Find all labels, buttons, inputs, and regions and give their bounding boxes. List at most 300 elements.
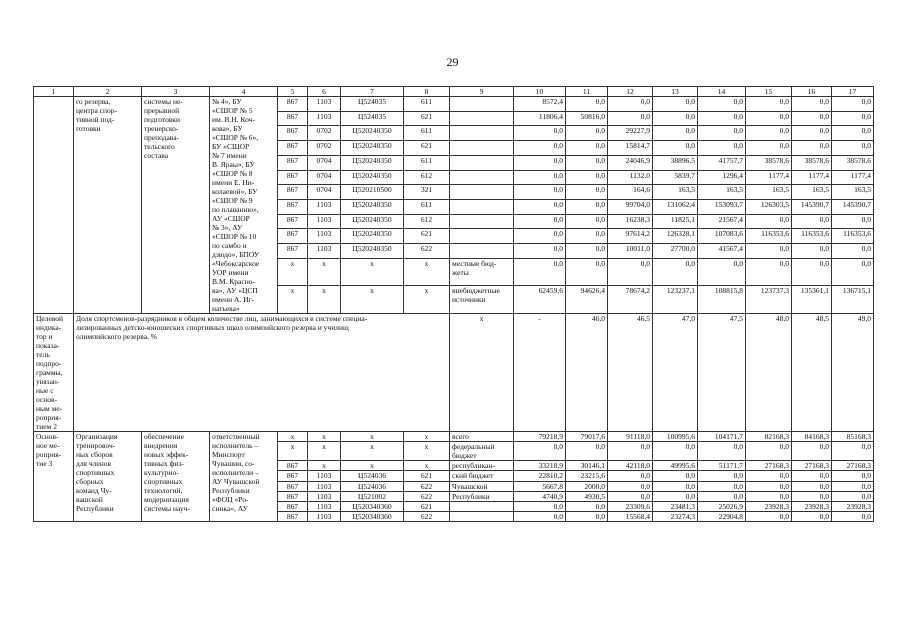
data-cell: 163,5 [698, 185, 746, 200]
data-cell: 11806,4 [514, 111, 566, 126]
data-cell: 0,0 [746, 512, 792, 522]
data-cell: 867 [278, 185, 308, 200]
data-cell: 0,0 [746, 258, 792, 285]
data-cell: 27168,3 [832, 461, 874, 471]
data-cell [450, 244, 514, 259]
data-cell: 0,0 [566, 200, 608, 215]
data-cell: 38578,6 [832, 155, 874, 170]
data-cell: 0,0 [746, 141, 792, 156]
data-cell: 867 [278, 97, 308, 112]
data-cell: 94626,4 [566, 286, 608, 314]
data-cell: 621 [404, 471, 450, 481]
data-cell: 78674,2 [608, 286, 653, 314]
data-cell: 0,0 [514, 258, 566, 285]
data-cell: 622 [404, 481, 450, 491]
data-cell: 38578,6 [792, 155, 832, 170]
data-cell: 0,0 [566, 258, 608, 285]
data-cell: 622 [404, 244, 450, 259]
data-cell: 0,0 [832, 512, 874, 522]
data-cell: 0,0 [746, 97, 792, 112]
data-cell: 0,0 [746, 214, 792, 229]
data-cell: 0,0 [566, 214, 608, 229]
column-header: 5 [278, 87, 308, 97]
data-cell: 0,0 [566, 155, 608, 170]
table-row [34, 97, 874, 112]
data-cell: 1177,4 [832, 170, 874, 185]
data-cell: x [278, 286, 308, 314]
data-cell: 0,0 [653, 481, 698, 491]
data-cell: 0,0 [746, 481, 792, 491]
data-cell: 0,0 [653, 258, 698, 285]
data-cell [450, 501, 514, 511]
data-cell: x [278, 442, 308, 461]
data-cell: x [404, 461, 450, 471]
data-cell: 0,0 [792, 512, 832, 522]
data-cell: 136715,1 [832, 286, 874, 314]
data-cell: 0,0 [566, 97, 608, 112]
data-cell: 1103 [308, 512, 341, 522]
data-cell: 867 [278, 229, 308, 244]
data-cell: 0,0 [832, 471, 874, 481]
measure-name-cell: го резерва, центра спор- тивной под- готовки [74, 97, 142, 314]
data-cell: 116353,6 [746, 229, 792, 244]
data-cell [450, 200, 514, 215]
data-cell: 0,0 [566, 442, 608, 461]
data-cell: 867 [278, 471, 308, 481]
data-cell: 1296,4 [698, 170, 746, 185]
data-cell: всего [450, 432, 514, 442]
data-cell: 0,0 [792, 141, 832, 156]
data-cell: ский бюджет [450, 471, 514, 481]
data-cell: 0,0 [566, 170, 608, 185]
data-cell: 0,0 [746, 111, 792, 126]
data-cell: 126328,1 [653, 229, 698, 244]
data-cell: x [308, 258, 341, 285]
data-cell: 10011,0 [608, 244, 653, 259]
data-cell: 23928,3 [792, 501, 832, 511]
data-cell: 15814,7 [608, 141, 653, 156]
column-header: 6 [308, 87, 341, 97]
data-cell: 0,0 [832, 111, 874, 126]
data-cell: 0,0 [746, 491, 792, 501]
data-cell: 0,0 [746, 442, 792, 461]
data-cell: 867 [278, 155, 308, 170]
data-cell: 867 [278, 461, 308, 471]
data-cell: 91118,0 [608, 432, 653, 442]
data-cell: x [404, 442, 450, 461]
data-cell: 5667,8 [514, 481, 566, 491]
task-cell: обеспечение внедрения новых эффек- тивных физ- культурно- спортивных технологий, модернизация системы науч- [142, 432, 210, 522]
data-cell: 0,0 [566, 141, 608, 156]
data-cell: 8572,4 [514, 97, 566, 112]
data-cell: 2000,0 [566, 481, 608, 491]
executor-cell: № 4», БУ «СШОР № 5 им. В.Н. Коч- кова», БУ «СШОР № 6», БУ «СШОР № 7 имени В. Яраы», БУ «СШОР № 8 имени Е. Ни- колаевой», БУ «СШОР № 9 по плаванию», АУ «СШОР № 3», АУ «СШОР № 10 по самбо и дзюдо», БПОУ «Чебоксарское УОР имени В.М. Красно- ва», АУ «ЦСП имени А. Иг- натьева» [210, 97, 278, 314]
data-cell: 1103 [308, 501, 341, 511]
data-cell: 0,0 [608, 97, 653, 112]
data-cell: 1177,4 [792, 170, 832, 185]
data-cell: 24046,9 [608, 155, 653, 170]
indicator-value-cell: 48,5 [792, 314, 832, 432]
data-cell: 23928,3 [832, 501, 874, 511]
indicator-value-cell: 49,0 [832, 314, 874, 432]
data-cell: 145390,7 [792, 200, 832, 215]
data-cell: 1103 [308, 481, 341, 491]
data-cell: 0,0 [653, 126, 698, 141]
table-row [34, 432, 874, 442]
data-cell: 0,0 [792, 471, 832, 481]
data-cell: 126303,5 [746, 200, 792, 215]
data-cell: 867 [278, 481, 308, 491]
data-cell: 621 [404, 111, 450, 126]
data-cell: 0,0 [653, 111, 698, 126]
data-cell: x [341, 286, 404, 314]
data-cell: 0,0 [792, 244, 832, 259]
data-cell: 0704 [308, 155, 341, 170]
data-cell: 0,0 [832, 491, 874, 501]
data-cell: 23928,3 [746, 501, 792, 511]
data-cell: 23215,6 [566, 471, 608, 481]
data-cell: 0,0 [566, 244, 608, 259]
data-cell: 0,0 [653, 97, 698, 112]
data-cell: 0,0 [566, 512, 608, 522]
budget-table [33, 86, 874, 522]
data-cell: 867 [278, 214, 308, 229]
data-cell: 0,0 [792, 442, 832, 461]
data-cell: 0,0 [566, 126, 608, 141]
data-cell: федеральный бюджет [450, 442, 514, 461]
data-cell: 135361,1 [792, 286, 832, 314]
indicator-text-cell: Доля спортсменов-разрядников в общем количестве лиц, занимающихся в системе специа- лизированных детско-юношеских спортивных школ олимпийского резерва и училищ олимпийского резерва, % [74, 314, 450, 432]
data-cell: Ц520340360 [341, 512, 404, 522]
data-cell: 29227,9 [608, 126, 653, 141]
data-cell: Ц520210500 [341, 185, 404, 200]
data-cell: 0,0 [608, 481, 653, 491]
data-cell: 0,0 [653, 442, 698, 461]
data-cell: 41757,7 [698, 155, 746, 170]
data-cell: 5839,7 [653, 170, 698, 185]
data-cell: x [308, 432, 341, 442]
data-cell: x [341, 258, 404, 285]
data-cell: 621 [404, 501, 450, 511]
data-cell: 0,0 [514, 214, 566, 229]
data-cell: 15568,4 [608, 512, 653, 522]
data-cell: 33218,9 [514, 461, 566, 471]
data-cell: 0,0 [653, 471, 698, 481]
data-cell: республикан- [450, 461, 514, 471]
data-cell: 16238,3 [608, 214, 653, 229]
event-name-cell: Основ- ное ме- роприя- тие 3 [34, 432, 74, 522]
data-cell: 116353,6 [792, 229, 832, 244]
column-header: 11 [566, 87, 608, 97]
data-cell: 611 [404, 200, 450, 215]
indicator-row [34, 314, 874, 432]
data-cell: 867 [278, 170, 308, 185]
data-cell: 51171,7 [698, 461, 746, 471]
data-cell: Ц521002 [341, 491, 404, 501]
data-cell: 84168,3 [792, 432, 832, 442]
data-cell: 42118,0 [608, 461, 653, 471]
data-cell: 107083,6 [698, 229, 746, 244]
data-cell: 0,0 [832, 97, 874, 112]
data-cell [450, 214, 514, 229]
data-cell: 321 [404, 185, 450, 200]
data-cell: x [341, 432, 404, 442]
data-cell [450, 155, 514, 170]
data-cell: 22904,8 [698, 512, 746, 522]
column-header: 7 [341, 87, 404, 97]
data-cell: 27700,0 [653, 244, 698, 259]
data-cell: 0,0 [792, 214, 832, 229]
data-cell: 0,0 [746, 471, 792, 481]
data-cell: 0,0 [698, 141, 746, 156]
data-cell: 145390,7 [832, 200, 874, 215]
data-cell: 0,0 [698, 126, 746, 141]
data-cell: 0,0 [832, 481, 874, 491]
data-cell: 0,0 [832, 442, 874, 461]
data-cell: 38578,6 [746, 155, 792, 170]
indicator-value-cell: 46,5 [608, 314, 653, 432]
data-cell [450, 126, 514, 141]
data-cell: 0,0 [698, 97, 746, 112]
data-cell: 0,0 [608, 442, 653, 461]
page-number: 29 [446, 55, 459, 69]
column-header: 1 [34, 87, 74, 97]
data-cell: 0,0 [514, 155, 566, 170]
data-cell: 116353,6 [832, 229, 874, 244]
column-header: 17 [832, 87, 874, 97]
data-cell: 1177,4 [746, 170, 792, 185]
data-cell: 27168,3 [792, 461, 832, 471]
data-cell: 30146,1 [566, 461, 608, 471]
data-cell: 0,0 [698, 491, 746, 501]
data-cell: 108815,8 [698, 286, 746, 314]
data-cell: 621 [404, 229, 450, 244]
data-cell: 0,0 [698, 111, 746, 126]
data-cell: 867 [278, 126, 308, 141]
data-cell [450, 97, 514, 112]
data-cell: 0,0 [608, 491, 653, 501]
data-cell: 0,0 [832, 126, 874, 141]
data-cell: 611 [404, 155, 450, 170]
data-cell: 867 [278, 200, 308, 215]
column-header: 13 [653, 87, 698, 97]
data-cell: Ц524036 [341, 481, 404, 491]
event-name-cell [34, 97, 74, 314]
data-cell: 0,0 [653, 491, 698, 501]
data-cell: Ц520240350 [341, 170, 404, 185]
data-cell [450, 141, 514, 156]
data-cell [450, 185, 514, 200]
data-cell: 0702 [308, 126, 341, 141]
data-cell: 1103 [308, 471, 341, 481]
data-cell: 123737,3 [746, 286, 792, 314]
data-cell: 0,0 [792, 97, 832, 112]
data-cell: 0,0 [792, 491, 832, 501]
data-cell: 49995,6 [653, 461, 698, 471]
data-cell: 611 [404, 126, 450, 141]
data-cell: Ц524035 [341, 97, 404, 112]
data-cell: 23274,3 [653, 512, 698, 522]
data-cell: 0,0 [746, 244, 792, 259]
executor-cell: ответственный исполнитель – Минспорт Чувашии, со- исполнители – АУ Чувашской Республики «ФОЦ «Ро- синка», АУ [210, 432, 278, 522]
data-cell: 867 [278, 512, 308, 522]
column-header: 4 [210, 87, 278, 97]
data-cell: 622 [404, 491, 450, 501]
data-cell: Ц520240350 [341, 126, 404, 141]
data-cell: 1103 [308, 111, 341, 126]
data-cell: внебюджетные источники [450, 286, 514, 314]
data-cell: Ц520240350 [341, 155, 404, 170]
data-cell: местные бюд- жеты [450, 258, 514, 285]
data-cell: 0,0 [514, 170, 566, 185]
data-cell: Ц520240350 [341, 214, 404, 229]
data-cell: 163,5 [832, 185, 874, 200]
column-header: 14 [698, 87, 746, 97]
indicator-value-cell: 46,0 [566, 314, 608, 432]
data-cell: 0704 [308, 185, 341, 200]
data-cell: 0,0 [514, 442, 566, 461]
data-cell: Чувашской [450, 481, 514, 491]
data-cell: 612 [404, 170, 450, 185]
data-cell: 0,0 [608, 471, 653, 481]
data-cell: x [308, 286, 341, 314]
data-cell: Ц520240350 [341, 229, 404, 244]
data-cell: x [341, 461, 404, 471]
data-cell [450, 111, 514, 126]
data-cell: 1132,0 [608, 170, 653, 185]
data-cell: 0,0 [832, 258, 874, 285]
data-cell: Ц524035 [341, 111, 404, 126]
data-cell: x [308, 461, 341, 471]
data-cell: 0,0 [608, 258, 653, 285]
data-cell: 867 [278, 111, 308, 126]
data-cell: 153093,7 [698, 200, 746, 215]
data-cell: 0,0 [792, 258, 832, 285]
data-cell: 38896,5 [653, 155, 698, 170]
data-cell: 11825,1 [653, 214, 698, 229]
data-cell: 0702 [308, 141, 341, 156]
data-cell: x [404, 286, 450, 314]
data-cell: Ц520340360 [341, 501, 404, 511]
column-header: 15 [746, 87, 792, 97]
data-cell: 0,0 [698, 442, 746, 461]
column-header: 3 [142, 87, 210, 97]
data-cell: 0,0 [514, 229, 566, 244]
data-cell: 41567,4 [698, 244, 746, 259]
data-cell: 4930,5 [566, 491, 608, 501]
data-cell [450, 512, 514, 522]
data-cell: x [341, 442, 404, 461]
data-cell: 0,0 [698, 481, 746, 491]
data-cell: x [278, 258, 308, 285]
data-cell: 27168,3 [746, 461, 792, 471]
data-cell: 1103 [308, 244, 341, 259]
data-cell: 612 [404, 214, 450, 229]
data-cell: 62459,6 [514, 286, 566, 314]
data-cell: 1103 [308, 229, 341, 244]
data-cell: Ц524036 [341, 471, 404, 481]
data-cell: 23481,3 [653, 501, 698, 511]
data-cell: 99704,0 [608, 200, 653, 215]
data-cell: 1103 [308, 491, 341, 501]
data-cell: 0,0 [832, 244, 874, 259]
data-cell: 25026,9 [698, 501, 746, 511]
data-cell: Ц520240350 [341, 200, 404, 215]
data-cell: 104171,7 [698, 432, 746, 442]
measure-name-cell: Организация тренировоч- ных сборов для членов спортивных сборных команд Чу- вашской Республики [74, 432, 142, 522]
indicator-value-cell: 47,0 [653, 314, 698, 432]
data-cell: 4740,9 [514, 491, 566, 501]
data-cell: 0704 [308, 170, 341, 185]
data-cell: 0,0 [514, 126, 566, 141]
data-cell: 164,6 [608, 185, 653, 200]
column-header: 2 [74, 87, 142, 97]
data-cell: 131062,4 [653, 200, 698, 215]
indicator-source-cell: x [450, 314, 514, 432]
data-cell: 163,5 [653, 185, 698, 200]
data-cell: 0,0 [746, 126, 792, 141]
data-cell [450, 170, 514, 185]
data-cell: 0,0 [792, 126, 832, 141]
data-cell: 0,0 [514, 200, 566, 215]
data-cell: 0,0 [566, 501, 608, 511]
data-cell: 621 [404, 141, 450, 156]
column-header: 12 [608, 87, 653, 97]
data-cell: 867 [278, 141, 308, 156]
data-cell: 0,0 [698, 258, 746, 285]
data-cell: x [308, 442, 341, 461]
data-cell: 1103 [308, 214, 341, 229]
data-cell: 622 [404, 512, 450, 522]
data-cell: 21567,4 [698, 214, 746, 229]
column-number-row [34, 87, 874, 97]
data-cell: Ц520240350 [341, 244, 404, 259]
data-cell: 50816,0 [566, 111, 608, 126]
data-cell: Ц520240350 [341, 141, 404, 156]
data-cell: 1103 [308, 97, 341, 112]
data-cell: 100995,6 [653, 432, 698, 442]
data-cell: x [278, 432, 308, 442]
data-cell: x [404, 258, 450, 285]
data-cell: 163,5 [746, 185, 792, 200]
data-cell: 1103 [308, 200, 341, 215]
data-cell: 79218,9 [514, 432, 566, 442]
indicator-value-cell: - [514, 314, 566, 432]
data-cell: 0,0 [566, 185, 608, 200]
data-cell [450, 229, 514, 244]
task-cell: системы не- прерывной подготовки тренерско- преподава- тельского состава [142, 97, 210, 314]
data-cell: 0,0 [832, 214, 874, 229]
data-cell: 0,0 [832, 141, 874, 156]
data-cell: 82168,3 [746, 432, 792, 442]
data-cell: 0,0 [514, 185, 566, 200]
data-cell: 163,5 [792, 185, 832, 200]
data-cell: 0,0 [698, 471, 746, 481]
indicator-value-cell: 47,5 [698, 314, 746, 432]
data-cell: 0,0 [514, 244, 566, 259]
data-cell: 123237,1 [653, 286, 698, 314]
data-cell: 0,0 [566, 229, 608, 244]
column-header: 8 [404, 87, 450, 97]
data-cell: 867 [278, 244, 308, 259]
column-header: 10 [514, 87, 566, 97]
data-cell: 611 [404, 97, 450, 112]
data-cell: 97614,2 [608, 229, 653, 244]
indicator-label-cell: Целевой индика- тор и показа- тель подпро- граммы, увязан- ные с основ- ным ме- роприя- тием 2 [34, 314, 74, 432]
data-cell: 0,0 [514, 512, 566, 522]
data-cell: 85168,3 [832, 432, 874, 442]
data-cell: Республики [450, 491, 514, 501]
